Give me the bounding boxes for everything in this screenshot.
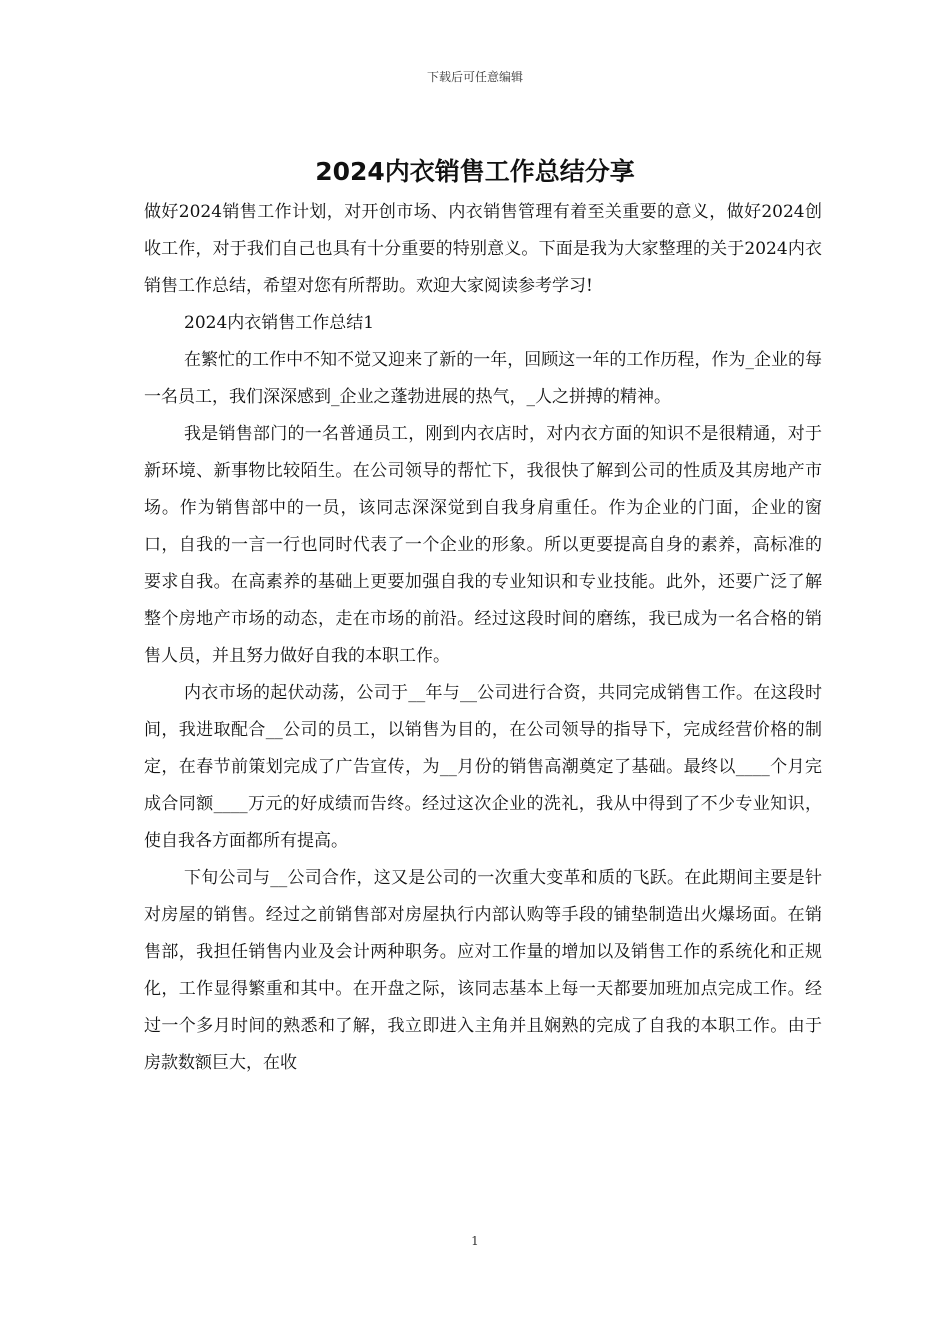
body-paragraph: 下旬公司与__公司合作，这又是公司的一次重大变革和质的飞跃。在此期间主要是针对房屋的销售。经过之前销售部对房屋执行内部认购等手段的铺垫制造出火爆场面。在销售部，我担任销售内业及会计两种职务。应对工作量的增加以及销售工作的系统化和正规化，工作显得繁重和其中。在开盘之际，该同志基本上每一天都要加班加点完成工作。经过一个多月时间的熟悉和了解，我立即进入主角并且娴熟的完成了自我的本职工作。由于房款数额巨大，在收 — [144, 868, 822, 1073]
page-number: 1 — [471, 1234, 479, 1248]
section-heading: 2024内衣销售工作总结1 — [184, 313, 375, 333]
header-note: 下载后可任意编辑 — [426, 70, 523, 84]
body-paragraph: 我是销售部门的一名普通员工，刚到内衣店时，对内衣方面的知识不是很精通，对于新环境、新事物比较陌生。在公司领导的帮忙下，我很快了解到公司的性质及其房地产市场。作为销售部中的一员，该同志深深觉到自我身肩重任。作为企业的门面，企业的窗口，自我的一言一行也同时代表了一个企业的形象。所以更要提高自身的素养，高标准的要求自我。在高素养的基础上更要加强自我的专业知识和专业技能。此外，还要广泛了解整个房地产市场的动态，走在市场的前沿。经过这段时间的磨练，我已成为一名合格的销售人员，并且努力做好自我的本职工作。 — [144, 424, 822, 666]
body-paragraph: 内衣市场的起伏动荡，公司于__年与__公司进行合资，共同完成销售工作。在这段时间，我进取配合__公司的员工，以销售为目的，在公司领导的指导下，完成经营价格的制定，在春节前策划完成了广告宣传，为__月份的销售高潮奠定了基础。最终以____个月完成合同额____万元的好成绩而告终。经过这次企业的洗礼，我从中得到了不少专业知识，使自我各方面都所有提高。 — [144, 683, 822, 851]
document-title: 2024内衣销售工作总结分享 — [315, 157, 635, 186]
intro-paragraph: 做好2024销售工作计划，对开创市场、内衣销售管理有着至关重要的意义，做好2024创收工作，对于我们自己也具有十分重要的特别意义。下面是我为大家整理的关于2024内衣销售工作总结，希望对您有所帮助。欢迎大家阅读参考学习! — [144, 202, 822, 296]
document-body — [144, 194, 822, 1082]
body-paragraph: 在繁忙的工作中不知不觉又迎来了新的一年，回顾这一年的工作历程，作为_企业的每一名员工，我们深深感到_企业之蓬勃进展的热气，_人之拼搏的精神。 — [144, 350, 822, 407]
